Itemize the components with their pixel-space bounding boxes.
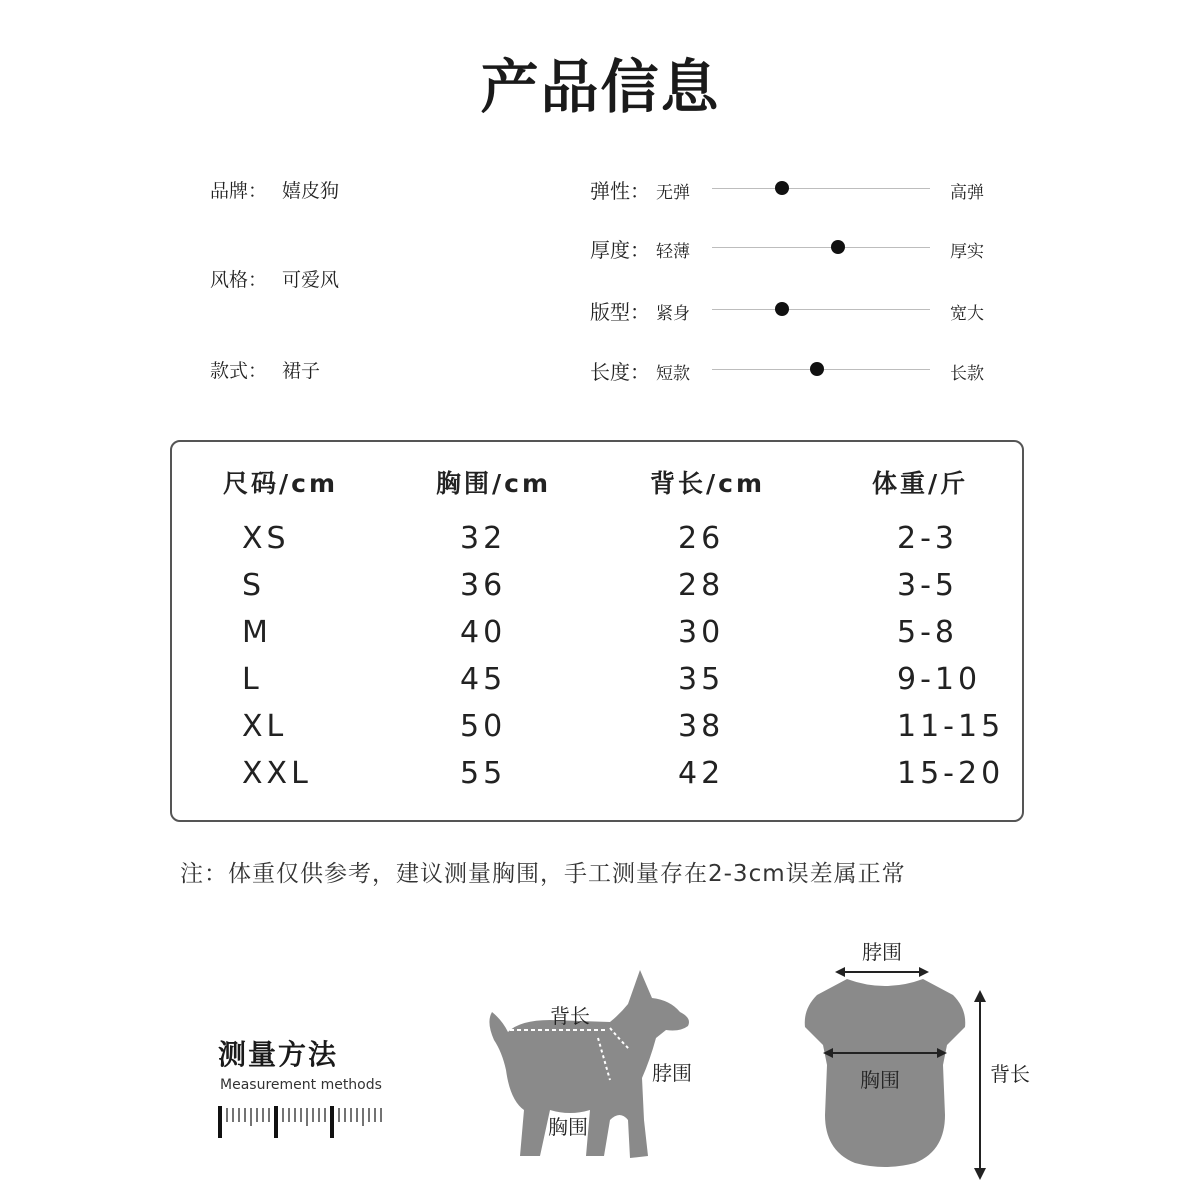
cell-weight: 2-3 — [897, 521, 958, 556]
info-style-label: 风格： — [210, 269, 268, 291]
attr-low: 无弹 — [656, 183, 690, 203]
attr-label: 弹性： — [590, 179, 650, 203]
header-weight: 体重/斤 — [872, 469, 969, 498]
dog-back-length-label: 背长 — [550, 1004, 590, 1028]
cell-back-length: 42 — [678, 756, 725, 791]
attr-low: 短款 — [656, 364, 690, 384]
info-brand-value: 嬉皮狗 — [282, 180, 340, 202]
attr-scale-line — [712, 247, 930, 248]
info-type-value: 裙子 — [282, 360, 321, 382]
cell-back-length: 30 — [678, 615, 725, 650]
info-style-value: 可爱风 — [282, 269, 340, 291]
cell-back-length: 38 — [678, 709, 725, 744]
cell-chest: 55 — [460, 756, 507, 791]
info-type — [210, 356, 320, 383]
cell-chest: 40 — [460, 615, 507, 650]
cell-weight: 3-5 — [897, 568, 958, 603]
cell-size: S — [242, 568, 266, 603]
attr-high: 宽大 — [950, 304, 984, 324]
attr-scale-line — [712, 309, 930, 310]
garment-back-length-label: 背长 — [990, 1062, 1030, 1086]
attr-high: 厚实 — [950, 242, 984, 262]
info-brand-label: 品牌： — [210, 180, 268, 202]
cell-weight: 5-8 — [897, 615, 958, 650]
cell-chest: 36 — [460, 568, 507, 603]
cell-size: L — [242, 662, 263, 697]
ruler-icon — [218, 1104, 383, 1140]
cell-weight: 9-10 — [897, 662, 982, 697]
cell-size: M — [242, 615, 272, 650]
method-title: 测量方法 — [218, 1038, 339, 1071]
attr-scale-line — [712, 188, 930, 189]
attr-low: 轻薄 — [656, 242, 690, 262]
cell-weight: 11-15 — [897, 709, 1005, 744]
cell-back-length: 28 — [678, 568, 725, 603]
cell-back-length: 26 — [678, 521, 725, 556]
info-style — [210, 265, 339, 292]
attr-label: 厚度： — [590, 238, 650, 262]
garment-chest-label: 胸围 — [860, 1068, 900, 1092]
cell-size: XXL — [242, 756, 312, 791]
dog-neck-label: 脖围 — [652, 1061, 692, 1085]
info-type-label: 款式： — [210, 360, 268, 382]
header-chest: 胸围/cm — [436, 469, 552, 498]
attr-label: 长度： — [590, 360, 650, 384]
attr-low: 紧身 — [656, 304, 690, 324]
cell-size: XS — [242, 521, 290, 556]
attr-high: 高弹 — [950, 183, 984, 203]
dog-chest-label: 胸围 — [548, 1115, 588, 1139]
attr-scale-dot — [775, 302, 789, 316]
garment-neck-label: 脖围 — [862, 940, 902, 964]
cell-chest: 50 — [460, 709, 507, 744]
info-brand — [210, 176, 339, 203]
header-size: 尺码/cm — [223, 469, 339, 498]
method-subtitle: Measurement methods — [220, 1077, 382, 1093]
size-note: 注：体重仅供参考，建议测量胸围，手工测量存在2-3cm误差属正常 — [180, 861, 906, 887]
cell-back-length: 35 — [678, 662, 725, 697]
attr-high: 长款 — [950, 364, 984, 384]
attr-scale-dot — [831, 240, 845, 254]
neck-arrow-right — [919, 967, 929, 977]
cell-size: XL — [242, 709, 288, 744]
cell-chest: 32 — [460, 521, 507, 556]
cell-chest: 45 — [460, 662, 507, 697]
cell-weight: 15-20 — [897, 756, 1005, 791]
back-length-arrow — [970, 990, 990, 1180]
page-title: 产品信息 — [480, 53, 721, 121]
header-back-length: 背长/cm — [650, 469, 766, 498]
attr-scale-dot — [775, 181, 789, 195]
attr-scale-dot — [810, 362, 824, 376]
attr-label: 版型： — [590, 300, 650, 324]
neck-arrow-left — [835, 967, 845, 977]
